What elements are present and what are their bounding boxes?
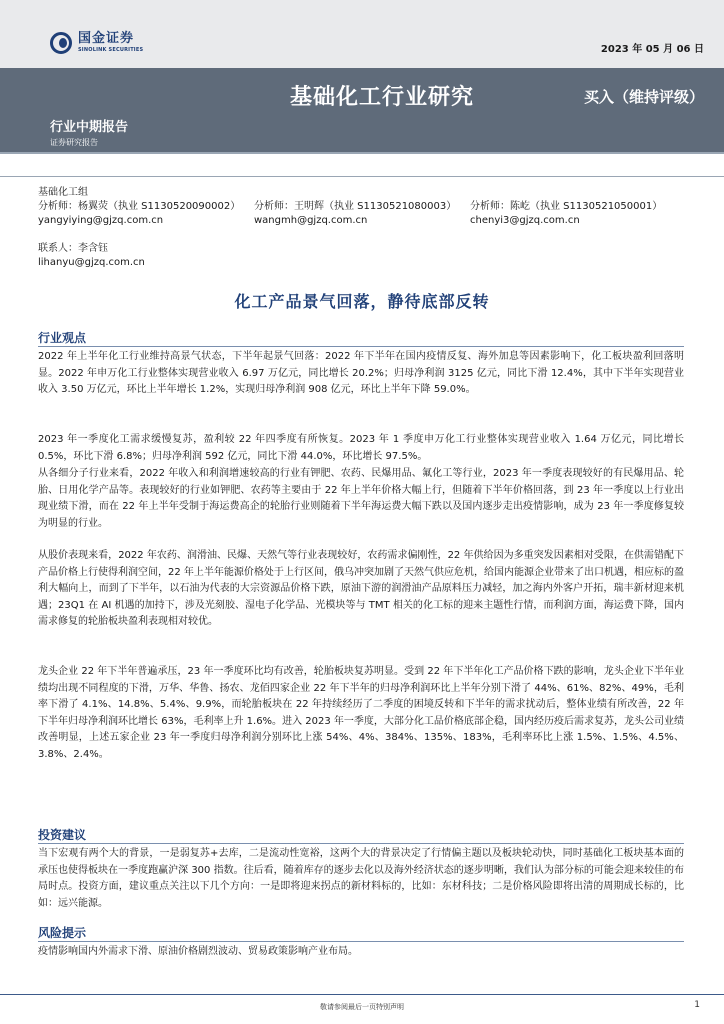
footer-divider xyxy=(0,994,724,995)
analyst-label: 分析师：王明辉（执业 S1130521080003） xyxy=(254,201,457,212)
analyst-entry xyxy=(38,200,240,228)
report-headline: 化工产品景气回落，静待底部反转 xyxy=(234,292,490,311)
contact-email[interactable]: lihanyu@gjzq.com.cn xyxy=(38,257,145,268)
viewpoint-paragraph: 从股价表现来看，2022 年农药、润滑油、民爆、天然气等行业表现较好，农药需求偏刚性，22 年供给因为多重突发因素相对受限，在供需错配下产品价格上行使得利润空间，22 年上半年能源价格处于上行区间，俄乌冲突加剧了天然气供应危机，给国内能源企业带来了出口机遇，相应标的盈利大幅向上，而到了下半年，以石油为代表的大宗资源品价格下跌，原油下游的润滑油产品原料压力减轻，加之海内外客户开拓，瑞丰新材迎来机遇；23Q1 在 AI 机遇的加持下，涉及光刻胶、湿电子化学品、光模块等与 TMT 相关的化工标的迎来主题性行情，而利润方面，海运费下降，国内需求修复的轮胎板块盈利表现相对较优。 xyxy=(38,550,684,627)
advice-paragraph: 当下宏观有两个大的背景，一是弱复苏+去库，二是流动性宽裕，这两个大的背景决定了行情偏主题以及板块轮动快，同时基础化工板块基本面的承压也使得板块在一季度跑赢沪深 300 指数。往后看，随着库存的逐步去化以及海外经济状态的逐步明晰，我们认为部分标的可能会迎来较佳的布局时点。投资方面，建议重点关注以下几个方向：一是即将迎来拐点的新材料标的，比如：东材科技；二是价格风险即将出清的周期成长标的，比如：远兴能源。 xyxy=(38,848,684,909)
section-title-advice: 投资建议 xyxy=(38,828,87,842)
section-divider xyxy=(38,843,684,844)
company-logo xyxy=(50,32,143,54)
report-header xyxy=(0,0,724,178)
section-divider xyxy=(38,941,684,942)
header-bottom-rule xyxy=(0,176,724,177)
report-title: 基础化工行业研究 xyxy=(290,85,475,110)
rating-badge: 买入（维持评级） xyxy=(583,88,704,106)
analyst-email[interactable]: wangmh@gjzq.com.cn xyxy=(254,215,368,226)
viewpoint-paragraph: 龙头企业 22 年下半年普遍承压，23 年一季度环比均有改善，轮胎板块复苏明显。受到 22 年下半年化工产品价格下跌的影响，龙头企业下半年业绩均出现不同程度的下滑，万华、华鲁、扬农、龙佰四家企业 22 年下半年的归母净利润环比上半年分别下滑了 44%、61%、82%、49%，毛利率下滑了 4.1%、14.8%、5.4%、9.9%，而轮胎板块在 22 年持续经历了二季度的困境反转和下半年的需求扰动后，整体业绩有所改善，22 年下半年归母净利润环比增长 63%，毛利率上升 1.6%。进入 2023 年一季度，大部分化工品价格底部企稳，国内经历疫后需求复苏，龙头公司业绩改善明显，上述五家企业 23 年一季度归母净利润分别环比上涨 54%、4%、384%、135%、183%，毛利率环比上涨 1.5%、1.5%、4.5%、3.8%、2.4%。 xyxy=(38,666,684,760)
report-type: 行业中期报告 xyxy=(50,120,129,135)
disclaimer-note: 敬请参阅最后一页特别声明 xyxy=(320,1003,404,1011)
analyst-entry xyxy=(254,200,456,228)
section-title-risk: 风险提示 xyxy=(38,926,87,940)
contact-block xyxy=(38,242,145,270)
section-title-viewpoint: 行业观点 xyxy=(38,331,87,345)
contact-label: 联系人：李含钰 xyxy=(38,243,108,254)
section-divider xyxy=(38,346,684,347)
research-group: 基础化工组 xyxy=(38,187,88,198)
analyst-email[interactable]: chenyi3@gjzq.com.cn xyxy=(470,215,580,226)
analyst-label: 分析师：陈屹（执业 S1130521050001） xyxy=(470,201,663,212)
logo-name-en: SINOLINK SECURITIES xyxy=(78,47,144,53)
report-date: 2023 年 05 月 06 日 xyxy=(600,44,704,55)
viewpoint-paragraph: 2022 年上半年化工行业维持高景气状态，下半年起景气回落：2022 年下半年在国内疫情反复、海外加息等因素影响下，化工板块盈利回落明显。2022 年申万化工行业整体实现营业收入 6.97 万亿元，同比增长 20.2%；归母净利润 3125 亿元，同比下滑 12.4%，其中下半年实现营业收入 3.50 万亿元，环比上半年增长 1.2%，实现归母净利润 908 亿元，环比上半年下降 59.0%。 xyxy=(38,351,684,395)
analyst-label: 分析师：杨翼荧（执业 S1130520090002） xyxy=(38,201,241,212)
viewpoint-paragraph: 2023 年一季度化工需求缓慢复苏，盈利较 22 年四季度有所恢复。2023 年 1 季度申万化工行业整体实现营业收入 1.64 万亿元，同比增长 0.5%，环比下滑 6.8%；归母净利润 592 亿元，同比下滑 44.0%，环比增长 97.5%。 xyxy=(38,434,684,462)
logo-icon xyxy=(50,32,72,54)
report-subtype: 证券研究报告 xyxy=(50,138,98,147)
analyst-entry xyxy=(470,200,662,228)
viewpoint-paragraph: 从各细分子行业来看，2022 年收入和利润增速较高的行业有钾肥、农药、民爆用品、氟化工等行业，2023 年一季度表现较好的有民爆用品、轮胎、日用化学产品等。表现较好的行业如钾肥、农药等主要由于 22 年上半年价格大幅上行，但随着下半年价格回落，到 23 年一季度以上行业出现业绩下滑，而在 22 年上半年受制于海运费高企的轮胎行业则随着下半年海运费大幅下跌以及国内逐步走出疫情影响，成为 23 年一季度修复较为明显的行业。 xyxy=(38,468,684,529)
header-divider xyxy=(0,152,724,154)
logo-name-cn: 国金证券 xyxy=(78,31,135,46)
page-number: 1 xyxy=(694,1000,700,1010)
risk-paragraph: 疫情影响国内外需求下滑、原油价格剧烈波动、贸易政策影响产业布局。 xyxy=(38,946,358,957)
analyst-email[interactable]: yangyiying@gjzq.com.cn xyxy=(38,215,164,226)
